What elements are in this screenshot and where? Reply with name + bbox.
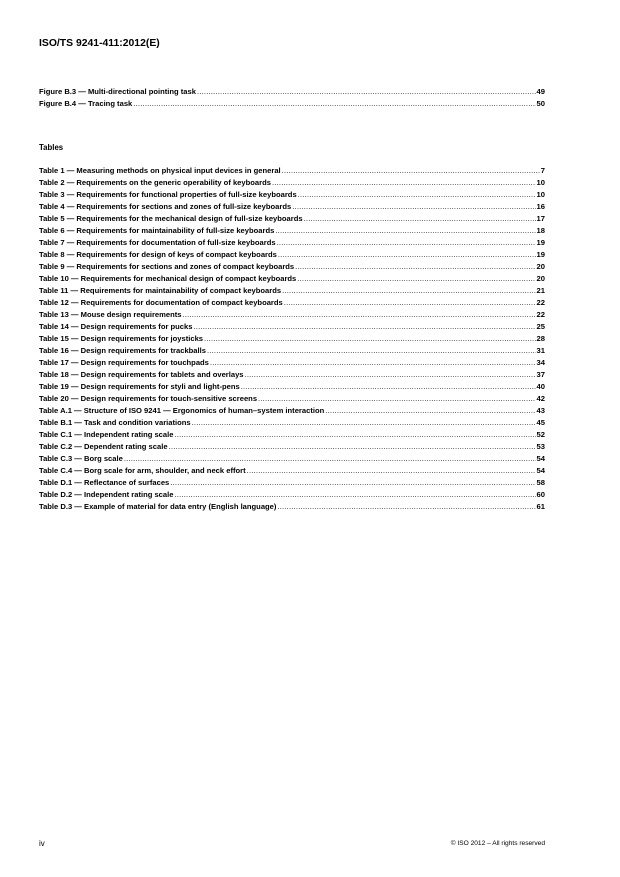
toc-entry-page: 21 bbox=[536, 286, 545, 295]
dot-leader bbox=[124, 453, 536, 465]
toc-entry-page: 20 bbox=[536, 274, 545, 283]
toc-entry-title: Figure B.4 — Tracing task bbox=[39, 99, 133, 108]
toc-entry-title: Table 19 — Design requirements for styli and light-pens bbox=[39, 382, 240, 391]
dot-leader bbox=[174, 489, 535, 501]
dot-leader bbox=[277, 237, 536, 249]
toc-entry-page: 10 bbox=[536, 190, 545, 199]
dot-leader bbox=[170, 477, 535, 489]
toc-entry-title: Table 9 — Requirements for sections and zones of compact keyboards bbox=[39, 262, 295, 271]
table-toc-entry[interactable] bbox=[39, 297, 545, 309]
toc-entry-page: 54 bbox=[536, 466, 545, 475]
table-toc-entry[interactable] bbox=[39, 489, 545, 501]
table-toc-entry[interactable] bbox=[39, 477, 545, 489]
dot-leader bbox=[169, 441, 536, 453]
table-toc-entry[interactable] bbox=[39, 393, 545, 405]
tables-heading: Tables bbox=[39, 143, 64, 152]
dot-leader bbox=[295, 261, 535, 273]
toc-entry-page: 52 bbox=[536, 430, 545, 439]
toc-entry-page: 50 bbox=[536, 99, 545, 108]
table-toc-entry[interactable] bbox=[39, 501, 545, 513]
toc-entry-title: Table 5 — Requirements for the mechanical design of full-size keyboards bbox=[39, 214, 303, 223]
toc-entry-page: 45 bbox=[536, 418, 545, 427]
table-toc-entry[interactable] bbox=[39, 249, 545, 261]
dot-leader bbox=[278, 249, 536, 261]
document-header: ISO/TS 9241-411:2012(E) bbox=[39, 38, 160, 49]
toc-entry-page: 28 bbox=[536, 334, 545, 343]
toc-entry-page: 61 bbox=[536, 502, 545, 511]
toc-entry-title: Table 11 — Requirements for maintainability of compact keyboards bbox=[39, 286, 282, 295]
toc-entry-page: 58 bbox=[536, 478, 545, 487]
dot-leader bbox=[297, 273, 535, 285]
toc-entry-title: Table D.3 — Example of material for data entry (English language) bbox=[39, 502, 277, 511]
toc-entry-title: Table 8 — Requirements for design of keys of compact keyboards bbox=[39, 250, 277, 259]
dot-leader bbox=[277, 501, 535, 513]
dot-leader bbox=[272, 177, 536, 189]
toc-entry-title: Table 7 — Requirements for documentation of full-size keyboards bbox=[39, 238, 276, 247]
dot-leader bbox=[207, 345, 536, 357]
table-toc-entry[interactable] bbox=[39, 369, 545, 381]
table-toc-entry[interactable] bbox=[39, 177, 545, 189]
figure-list bbox=[39, 86, 545, 110]
table-toc-entry[interactable] bbox=[39, 405, 545, 417]
toc-entry-page: 43 bbox=[536, 406, 545, 415]
table-list bbox=[39, 165, 545, 513]
dot-leader bbox=[304, 213, 536, 225]
toc-entry-page: 19 bbox=[536, 238, 545, 247]
toc-entry-title: Table 3 — Requirements for functional properties of full-size keyboards bbox=[39, 190, 297, 199]
toc-entry-title: Table C.1 — Independent rating scale bbox=[39, 430, 174, 439]
toc-entry-title: Table 12 — Requirements for documentation of compact keyboards bbox=[39, 298, 283, 307]
toc-entry-title: Figure B.3 — Multi-directional pointing task bbox=[39, 87, 196, 96]
toc-entry-title: Table 17 — Design requirements for touchpads bbox=[39, 358, 209, 367]
table-toc-entry[interactable] bbox=[39, 345, 545, 357]
copyright-notice: © ISO 2012 – All rights reserved bbox=[450, 840, 545, 847]
dot-leader bbox=[247, 465, 536, 477]
dot-leader bbox=[282, 165, 540, 177]
toc-entry-page: 49 bbox=[536, 87, 545, 96]
toc-entry-page: 25 bbox=[536, 322, 545, 331]
table-toc-entry[interactable] bbox=[39, 453, 545, 465]
dot-leader bbox=[241, 381, 536, 393]
dot-leader bbox=[192, 417, 536, 429]
table-toc-entry[interactable] bbox=[39, 321, 545, 333]
toc-entry-title: Table 18 — Design requirements for tablets and overlays bbox=[39, 370, 244, 379]
toc-entry-title: Table D.1 — Reflectance of surfaces bbox=[39, 478, 170, 487]
toc-entry-title: Table 2 — Requirements on the generic operability of keyboards bbox=[39, 178, 271, 187]
dot-leader bbox=[275, 225, 535, 237]
dot-leader bbox=[284, 297, 536, 309]
figure-toc-entry[interactable] bbox=[39, 98, 545, 110]
toc-entry-page: 31 bbox=[536, 346, 545, 355]
toc-entry-title: Table 6 — Requirements for maintainability of full-size keyboards bbox=[39, 226, 275, 235]
dot-leader bbox=[258, 393, 536, 405]
toc-entry-title: Table 14 — Design requirements for pucks bbox=[39, 322, 193, 331]
dot-leader bbox=[245, 369, 536, 381]
dot-leader bbox=[183, 309, 536, 321]
table-toc-entry[interactable] bbox=[39, 285, 545, 297]
table-toc-entry[interactable] bbox=[39, 225, 545, 237]
table-toc-entry[interactable] bbox=[39, 273, 545, 285]
toc-entry-title: Table 10 — Requirements for mechanical design of compact keyboards bbox=[39, 274, 297, 283]
table-toc-entry[interactable] bbox=[39, 237, 545, 249]
toc-entry-page: 22 bbox=[536, 298, 545, 307]
table-toc-entry[interactable] bbox=[39, 357, 545, 369]
toc-entry-page: 22 bbox=[536, 310, 545, 319]
toc-entry-page: 7 bbox=[540, 166, 545, 175]
table-toc-entry[interactable] bbox=[39, 261, 545, 273]
toc-entry-title: Table 1 — Measuring methods on physical input devices in general bbox=[39, 166, 281, 175]
page-number: iv bbox=[39, 839, 45, 848]
toc-entry-title: Table A.1 — Structure of ISO 9241 — Ergonomics of human–system interaction bbox=[39, 406, 325, 415]
table-toc-entry[interactable] bbox=[39, 201, 545, 213]
toc-entry-page: 54 bbox=[536, 454, 545, 463]
toc-entry-page: 60 bbox=[536, 490, 545, 499]
toc-entry-page: 16 bbox=[536, 202, 545, 211]
table-toc-entry[interactable] bbox=[39, 189, 545, 201]
dot-leader bbox=[193, 321, 535, 333]
table-toc-entry[interactable] bbox=[39, 441, 545, 453]
dot-leader bbox=[133, 98, 535, 110]
dot-leader bbox=[292, 201, 535, 213]
toc-entry-page: 34 bbox=[536, 358, 545, 367]
table-toc-entry[interactable] bbox=[39, 333, 545, 345]
toc-entry-title: Table 20 — Design requirements for touch-sensitive screens bbox=[39, 394, 258, 403]
dot-leader bbox=[298, 189, 536, 201]
toc-entry-title: Table 15 — Design requirements for joysticks bbox=[39, 334, 204, 343]
toc-entry-title: Table 13 — Mouse design requirements bbox=[39, 310, 182, 319]
dot-leader bbox=[197, 86, 536, 98]
dot-leader bbox=[174, 429, 535, 441]
toc-entry-page: 42 bbox=[536, 394, 545, 403]
dot-leader bbox=[325, 405, 535, 417]
table-toc-entry[interactable] bbox=[39, 429, 545, 441]
toc-entry-page: 40 bbox=[536, 382, 545, 391]
dot-leader bbox=[210, 357, 536, 369]
toc-entry-title: Table C.4 — Borg scale for arm, shoulder, and neck effort bbox=[39, 466, 246, 475]
toc-entry-title: Table D.2 — Independent rating scale bbox=[39, 490, 174, 499]
table-toc-entry[interactable] bbox=[39, 213, 545, 225]
toc-entry-page: 10 bbox=[536, 178, 545, 187]
table-toc-entry[interactable] bbox=[39, 165, 545, 177]
table-toc-entry[interactable] bbox=[39, 381, 545, 393]
toc-entry-page: 20 bbox=[536, 262, 545, 271]
table-toc-entry[interactable] bbox=[39, 417, 545, 429]
toc-entry-title: Table C.2 — Dependent rating scale bbox=[39, 442, 168, 451]
toc-entry-page: 17 bbox=[536, 214, 545, 223]
toc-entry-page: 37 bbox=[536, 370, 545, 379]
dot-leader bbox=[204, 333, 536, 345]
toc-entry-page: 53 bbox=[536, 442, 545, 451]
toc-entry-page: 18 bbox=[536, 226, 545, 235]
toc-entry-title: Table 4 — Requirements for sections and zones of full-size keyboards bbox=[39, 202, 292, 211]
toc-entry-title: Table C.3 — Borg scale bbox=[39, 454, 123, 463]
table-toc-entry[interactable] bbox=[39, 309, 545, 321]
figure-toc-entry[interactable] bbox=[39, 86, 545, 98]
dot-leader bbox=[282, 285, 535, 297]
toc-entry-page: 19 bbox=[536, 250, 545, 259]
table-toc-entry[interactable] bbox=[39, 465, 545, 477]
toc-entry-title: Table 16 — Design requirements for trackballs bbox=[39, 346, 206, 355]
toc-entry-title: Table B.1 — Task and condition variations bbox=[39, 418, 191, 427]
